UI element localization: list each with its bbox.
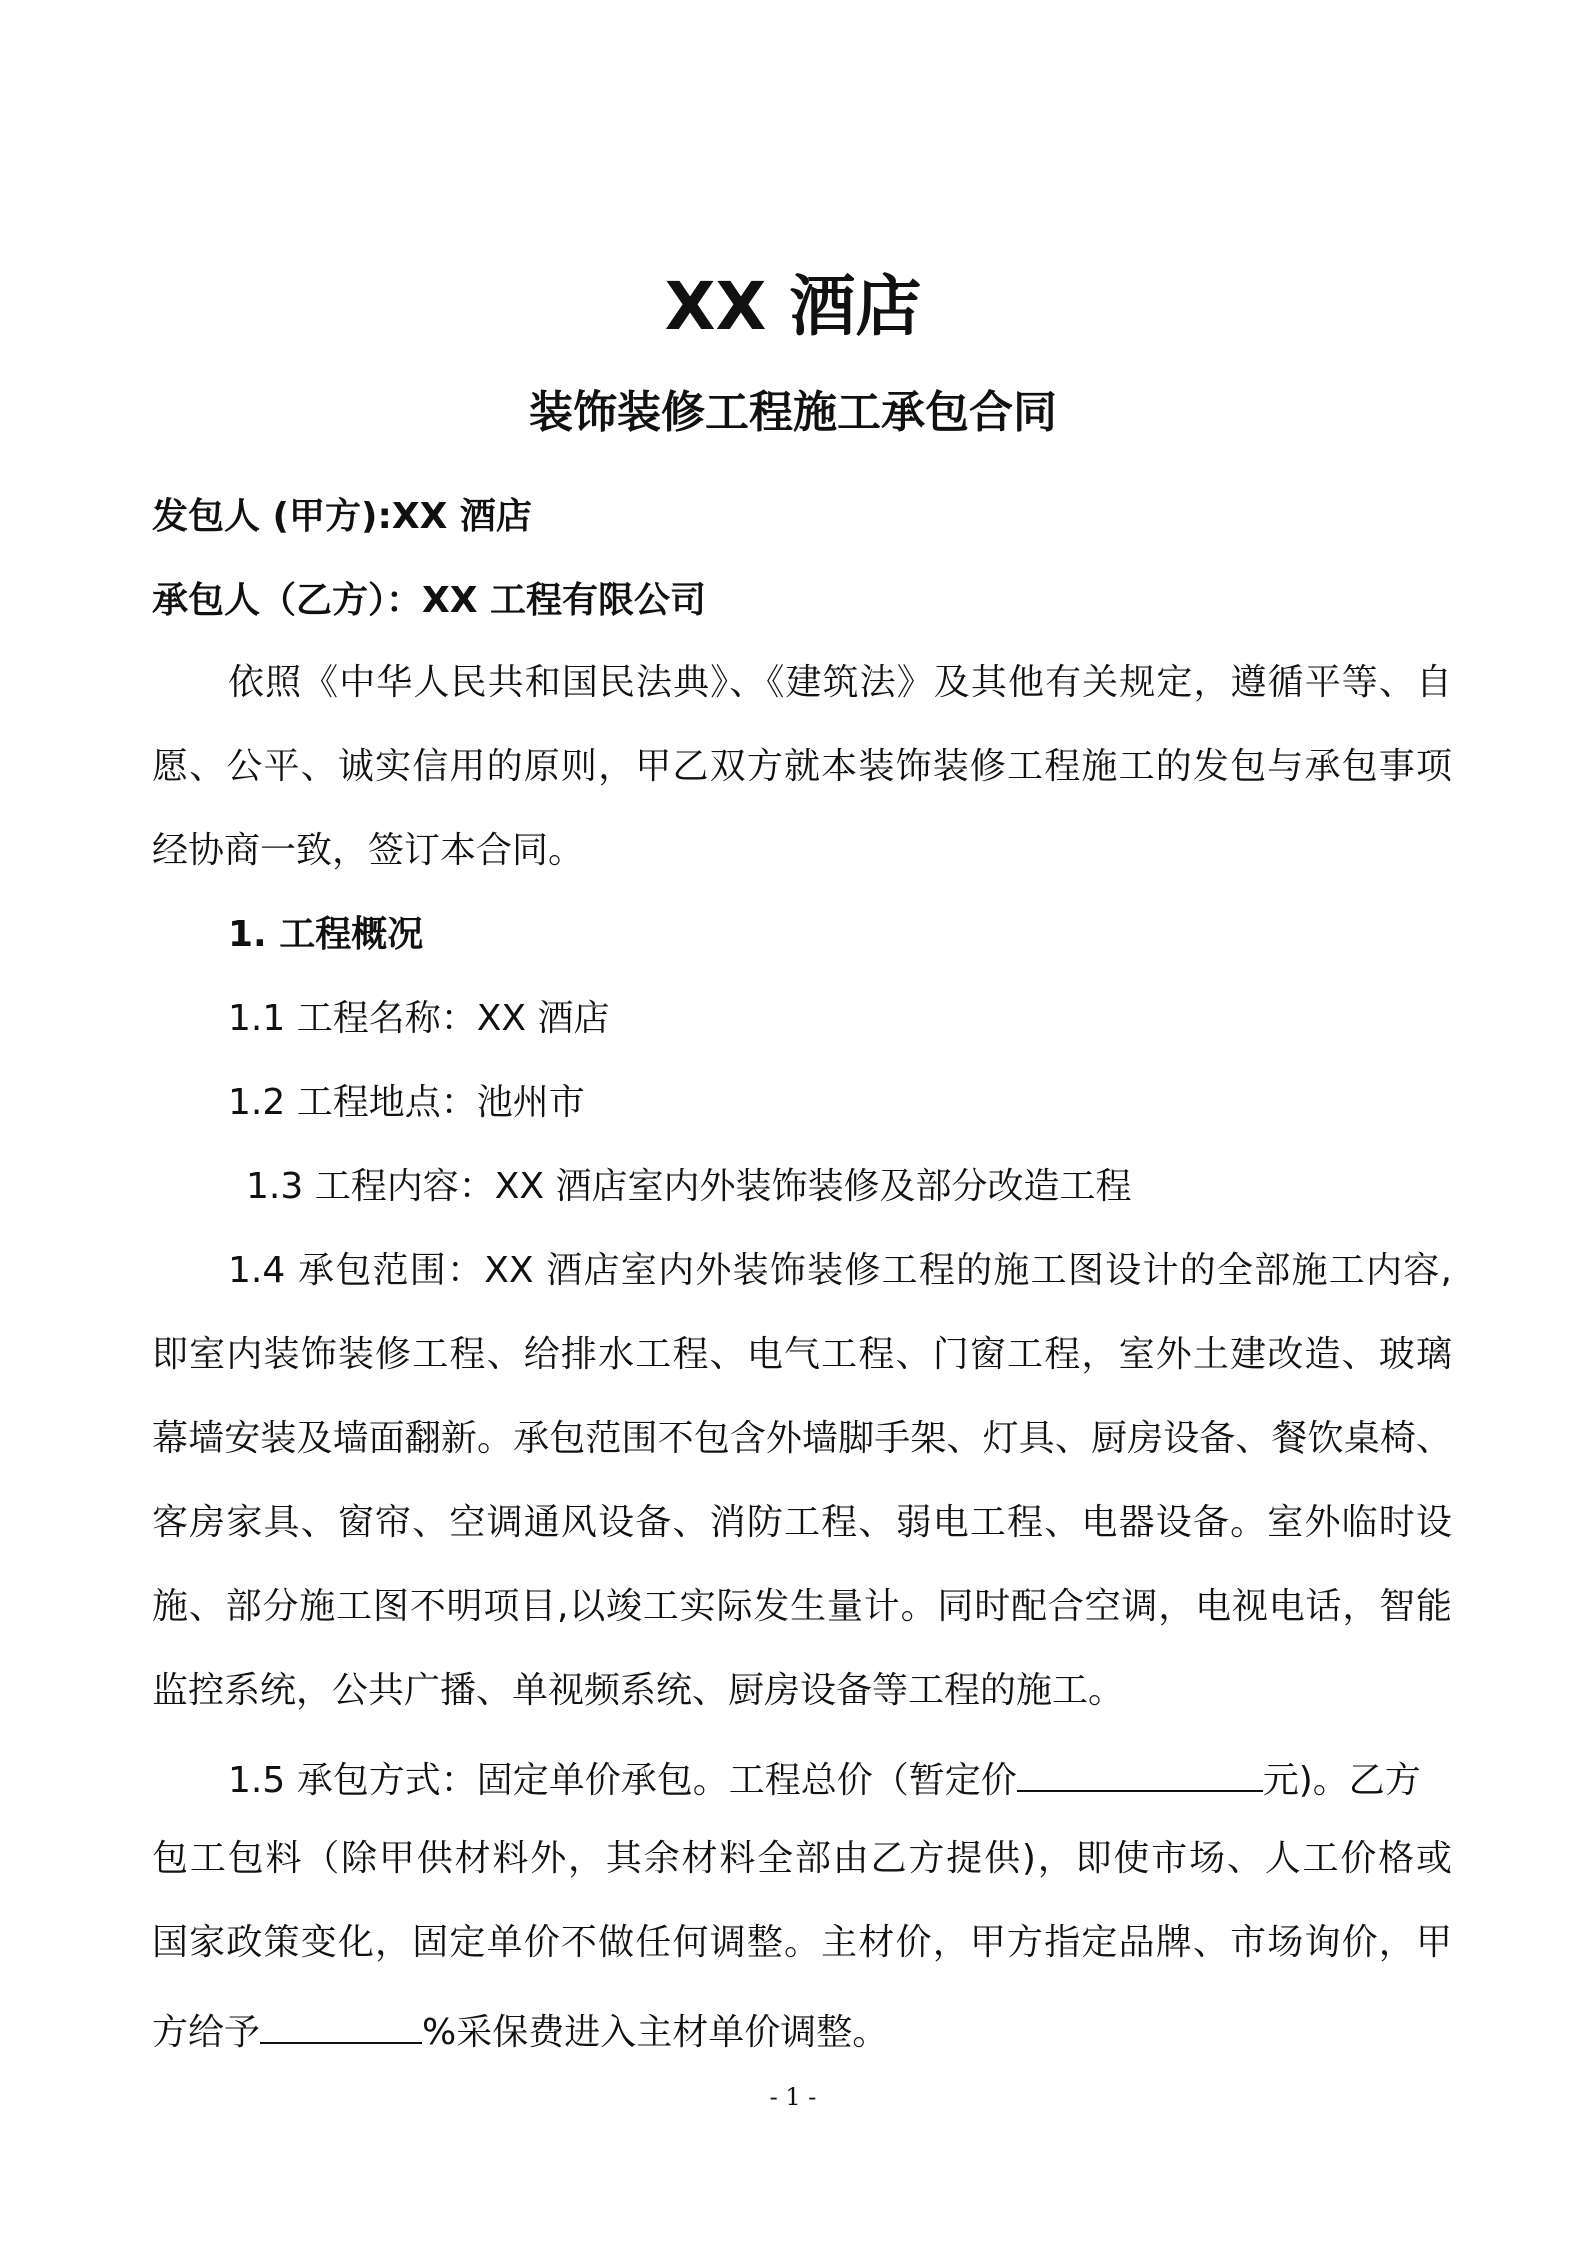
scope-line: 监控系统，公共广播、单视频系统、厨房设备等工程的施工。 [152,1670,1125,1711]
preamble-line: 经协商一致，签订本合同。 [152,830,585,871]
page-number: - 1 - [769,2083,817,2111]
method-text: %采保费进入主材单价调整。 [422,2012,889,2053]
method-text: 方给予 [152,2012,261,2053]
document-title: XX 酒店 [664,268,922,345]
section-heading: 1. 工程概况 [228,914,424,955]
scope-line: 客房家具、窗帘、空调通风设备、消防工程、弱电工程、电器设备。室外临时设 [152,1502,1452,1543]
party-b-line: 承包人（乙方）：XX 工程有限公司 [152,580,707,621]
method-text: 1.5 承包方式：固定单价承包。工程总价（暂定价 [228,1760,1017,1801]
preamble-line: 愿、公平、诚实信用的原则，甲乙双方就本装饰装修工程施工的发包与承包事项 [152,746,1452,787]
fee-percent-blank[interactable] [260,2002,422,2044]
party-a-line: 发包人 (甲方):XX 酒店 [152,496,532,537]
scope-line: 幕墙安装及墙面翻新。承包范围不包含外墙脚手架、灯具、厨房设备、餐饮桌椅、 [152,1418,1452,1459]
item-project-content: 1.3 工程内容：XX 酒店室内外装饰装修及部分改造工程 [246,1166,1132,1207]
method-line [228,1750,1452,1806]
method-line [152,2002,1452,2058]
method-line: 国家政策变化，固定单价不做任何调整。主材价，甲方指定品牌、市场询价，甲 [152,1922,1452,1963]
method-text: 元)。乙方 [1262,1760,1421,1801]
scope-line: 即室内装饰装修工程、给排水工程、电气工程、门窗工程，室外土建改造、玻璃 [152,1334,1452,1375]
method-line: 包工包料（除甲供材料外，其余材料全部由乙方提供)，即使市场、人工价格或 [152,1838,1452,1879]
scope-line: 1.4 承包范围：XX 酒店室内外装饰装修工程的施工图设计的全部施工内容, [228,1250,1452,1291]
total-price-blank[interactable] [1017,1750,1263,1792]
document-subtitle: 装饰装修工程施工承包合同 [529,387,1057,438]
item-project-location: 1.2 工程地点：池州市 [228,1082,585,1123]
item-project-name: 1.1 工程名称：XX 酒店 [228,998,610,1039]
preamble-line: 依照《中华人民共和国民法典》、《建筑法》及其他有关规定，遵循平等、自 [228,662,1452,703]
scope-line: 施、部分施工图不明项目,以竣工实际发生量计。同时配合空调，电视电话，智能 [152,1586,1452,1627]
